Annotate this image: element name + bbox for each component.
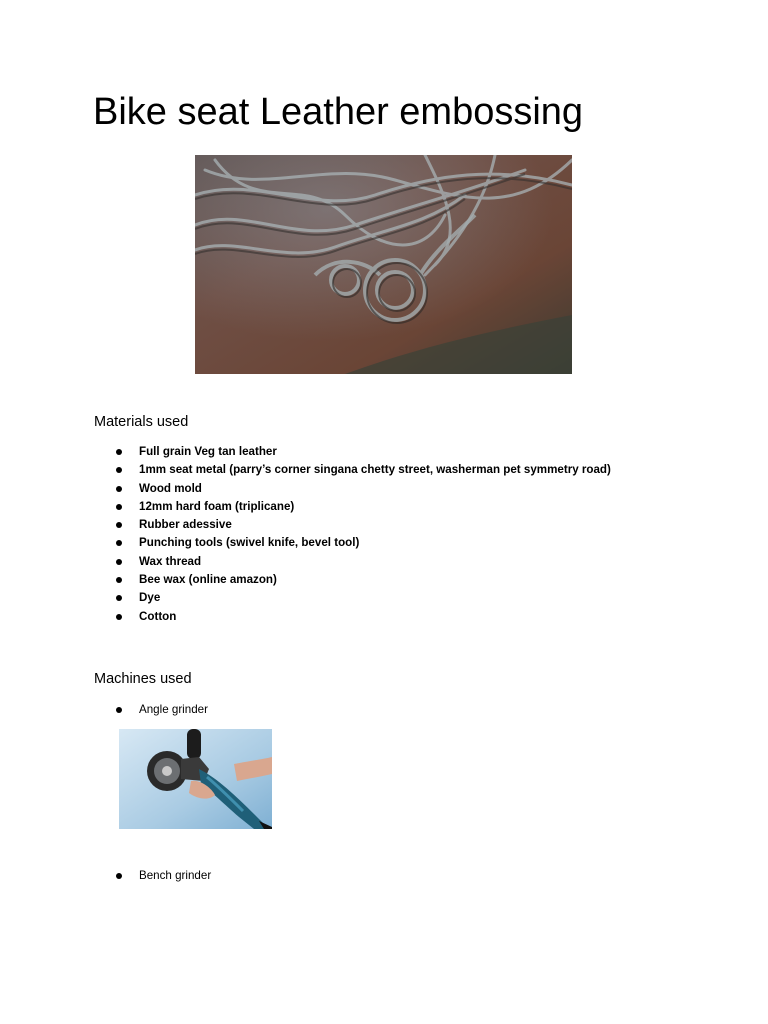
list-item: 12mm hard foam (triplicane) xyxy=(116,498,611,516)
machines-heading: Machines used xyxy=(94,671,192,687)
angle-grinder-photo xyxy=(119,729,272,829)
bullet-icon xyxy=(116,614,122,620)
list-item: Dye xyxy=(116,589,611,607)
list-item: 1mm seat metal (parry’s corner singana chetty street, washerman pet symmetry road) xyxy=(116,461,611,479)
bullet-icon xyxy=(116,449,122,455)
bullet-icon xyxy=(116,467,122,473)
bullet-icon xyxy=(116,522,122,528)
list-item: Punching tools (swivel knife, bevel tool) xyxy=(116,534,611,552)
bullet-icon xyxy=(116,595,122,601)
list-item: Wood mold xyxy=(116,480,611,498)
list-item: Bench grinder xyxy=(116,867,211,885)
list-item: Cotton xyxy=(116,608,611,626)
list-item: Full grain Veg tan leather xyxy=(116,443,611,461)
bullet-icon xyxy=(116,559,122,565)
machines-list xyxy=(116,701,208,719)
page-title: Bike seat Leather embossing xyxy=(93,91,584,133)
bullet-icon xyxy=(116,504,122,510)
bullet-icon xyxy=(116,707,122,713)
leather-embossing-photo xyxy=(195,155,572,374)
bullet-icon xyxy=(116,486,122,492)
bullet-icon xyxy=(116,577,122,583)
list-item: Angle grinder xyxy=(116,701,208,719)
materials-list xyxy=(116,443,611,626)
machines-list-continued xyxy=(116,867,211,885)
materials-heading: Materials used xyxy=(94,414,189,430)
list-item: Rubber adessive xyxy=(116,516,611,534)
list-item: Wax thread xyxy=(116,553,611,571)
bullet-icon xyxy=(116,540,122,546)
bullet-icon xyxy=(116,873,122,879)
list-item: Bee wax (online amazon) xyxy=(116,571,611,589)
